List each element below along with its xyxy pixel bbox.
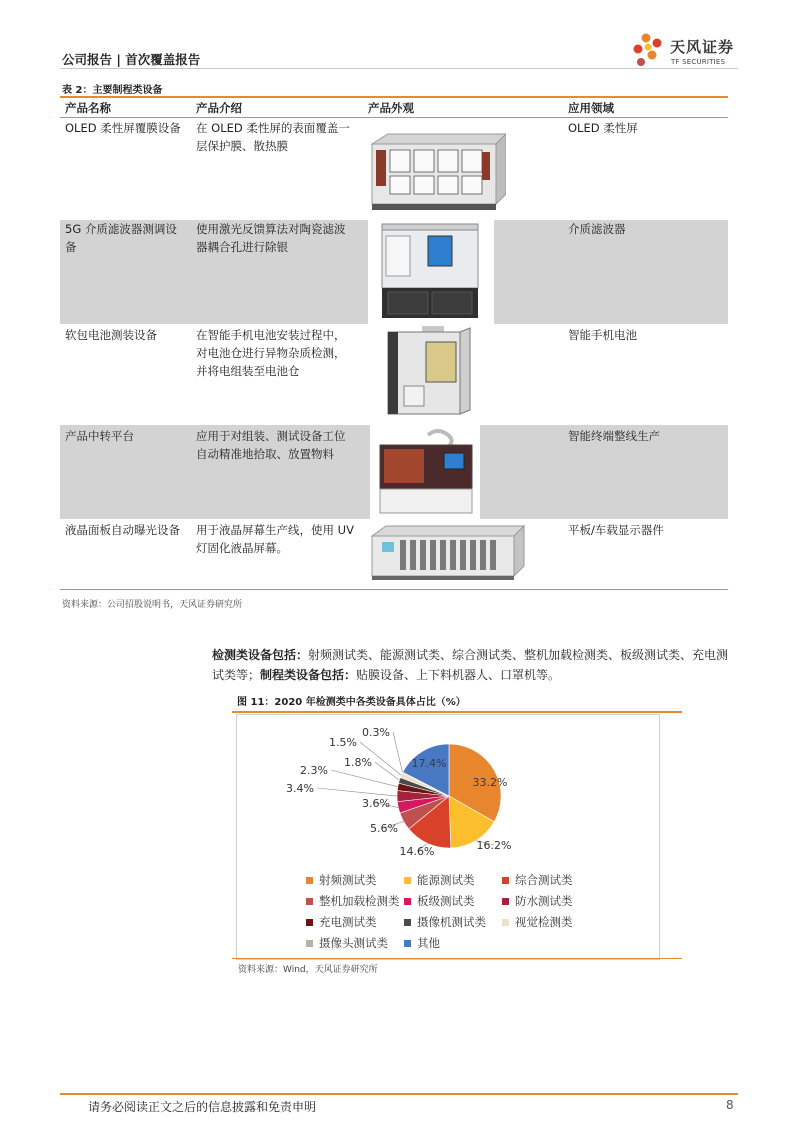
para-text-process: 贴膜设备、上下料机器人、口罩机等。: [356, 668, 561, 682]
pie-data-label: 14.6%: [399, 845, 435, 858]
legend-item: [404, 893, 475, 909]
table-row-4-name: 产品中转平台: [65, 429, 134, 443]
legend-item: [502, 914, 573, 930]
legend-swatch: [404, 940, 411, 947]
table-row-5-field: 平板/车载显示器件: [568, 523, 664, 537]
pie-chart: [236, 714, 660, 864]
table-row-3-intro: 在智能手机电池安装过程中，对电池仓进行异物杂质检测，并将电组装至电池仓: [196, 328, 346, 378]
table-row-4-field: 智能终端整线生产: [568, 429, 660, 443]
table-row-1-intro: 在 OLED 柔性屏的表面覆盖一层保护膜、散热膜: [196, 121, 350, 153]
brand-name-cn: 天风证券: [670, 38, 735, 56]
legend-label: 其他: [417, 936, 440, 950]
legend-label: 射频测试类: [319, 873, 377, 887]
table-bottom-rule: [60, 589, 728, 590]
column-header-intro: 产品介绍: [196, 101, 242, 115]
para-bold-process: 制程类设备包括：: [260, 668, 357, 682]
table-source-note: 资料来源：公司招股说明书，天风证券研究所: [62, 600, 243, 610]
legend-label: 防水测试类: [515, 894, 573, 908]
legend-swatch: [306, 919, 313, 926]
legend-item: [306, 935, 388, 951]
pie-data-label: 1.5%: [329, 736, 357, 749]
legend-item: [502, 872, 573, 888]
page-number: 8: [726, 1098, 734, 1112]
legend-swatch: [502, 898, 509, 905]
legend-item: [306, 914, 377, 930]
legend-item: [306, 872, 377, 888]
table-row-2-name: 5G 介质滤波器测调设备: [65, 222, 177, 254]
legend-label: 充电测试类: [319, 915, 377, 929]
legend-label: 综合测试类: [515, 873, 573, 887]
table-top-rule: [60, 96, 728, 98]
body-paragraph: [212, 645, 740, 685]
legend-swatch: [404, 919, 411, 926]
filter-tuning-machine-image: [368, 220, 494, 324]
legend-swatch: [306, 898, 313, 905]
table-caption: 表 2：主要制程类设备: [62, 85, 163, 96]
disclaimer-note: 请务必阅读正文之后的信息披露和免责申明: [88, 1100, 317, 1114]
pie-data-label: 16.2%: [476, 839, 512, 852]
transfer-platform-image: [370, 425, 480, 519]
figure-top-rule: [232, 711, 682, 713]
column-header-field: 应用领域: [568, 101, 614, 115]
legend-label: 板级测试类: [417, 894, 475, 908]
footer-divider: [60, 1093, 738, 1095]
table-header-rule: [60, 117, 728, 118]
figure-source-note: 资料来源：Wind，天风证券研究所: [238, 965, 378, 975]
figure-bottom-rule: [232, 958, 682, 959]
legend-label: 能源测试类: [417, 873, 475, 887]
table-row-5-intro: 用于液晶屏幕生产线，使用 UV 灯固化液晶屏幕。: [196, 523, 354, 555]
column-header-appearance: 产品外观: [368, 101, 414, 115]
table-row-1-field: OLED 柔性屏: [568, 121, 638, 135]
pie-leader-line: [317, 788, 397, 796]
legend-label: 视觉检测类: [515, 915, 573, 929]
column-header-name: 产品名称: [65, 101, 111, 115]
pie-data-label: 33.2%: [472, 776, 508, 789]
pie-data-label: 3.4%: [286, 782, 314, 795]
legend-label: 摄像头测试类: [319, 936, 388, 950]
pie-leader-line: [393, 732, 403, 773]
table-row-5-name: 液晶面板自动曝光设备: [65, 523, 180, 537]
legend-label: 摄像机测试类: [417, 915, 486, 929]
pie-data-label: 3.6%: [362, 797, 390, 810]
table-row-3-field: 智能手机电池: [568, 328, 637, 342]
figure-title: 图 11：2020 年检测类中各类设备具体占比（%）: [237, 697, 466, 708]
pie-data-label: 5.6%: [370, 822, 398, 835]
legend-swatch: [306, 940, 313, 947]
pie-leader-line: [331, 770, 398, 787]
legend-item: [502, 893, 573, 909]
report-header-title: 公司报告 | 首次覆盖报告: [62, 52, 201, 67]
table-row-3-name: 软包电池测装设备: [65, 328, 157, 342]
oled-film-machine-image: [366, 122, 506, 218]
legend-swatch: [502, 919, 509, 926]
legend-swatch: [502, 877, 509, 884]
legend-swatch: [306, 877, 313, 884]
pie-data-label: 17.4%: [411, 757, 447, 770]
table-row-4-intro: 应用于对组装、测试设备工位自动精准地拾取、放置物料: [196, 429, 346, 461]
pie-data-label: 2.3%: [300, 764, 328, 777]
legend-swatch: [404, 898, 411, 905]
battery-test-machine-image: [382, 326, 476, 420]
para-text-detection: 射频测试类、能源测试类、综合测试类、整机加载检测类、板级测试类、充电测试类等；: [212, 648, 729, 682]
pie-data-label: 0.3%: [362, 726, 390, 739]
table-row-2-field: 介质滤波器: [568, 222, 626, 236]
legend-item: [404, 935, 440, 951]
legend-item: [404, 914, 486, 930]
table-row-2-intro: 使用激光反馈算法对陶瓷滤波器耦合孔进行除银: [196, 222, 346, 254]
legend-swatch: [404, 877, 411, 884]
header-divider: [60, 68, 738, 69]
table-row-1-name: OLED 柔性屏覆膜设备: [65, 121, 181, 135]
legend-label: 整机加载检测类: [319, 894, 400, 908]
pie-data-label: 1.8%: [344, 756, 372, 769]
legend-item: [404, 872, 475, 888]
legend-item: [306, 893, 400, 909]
lcd-exposure-machine-image: [368, 522, 528, 584]
brand-name-en: TF SECURITIES: [671, 58, 726, 66]
para-bold-detection: 检测类设备包括：: [212, 648, 309, 662]
